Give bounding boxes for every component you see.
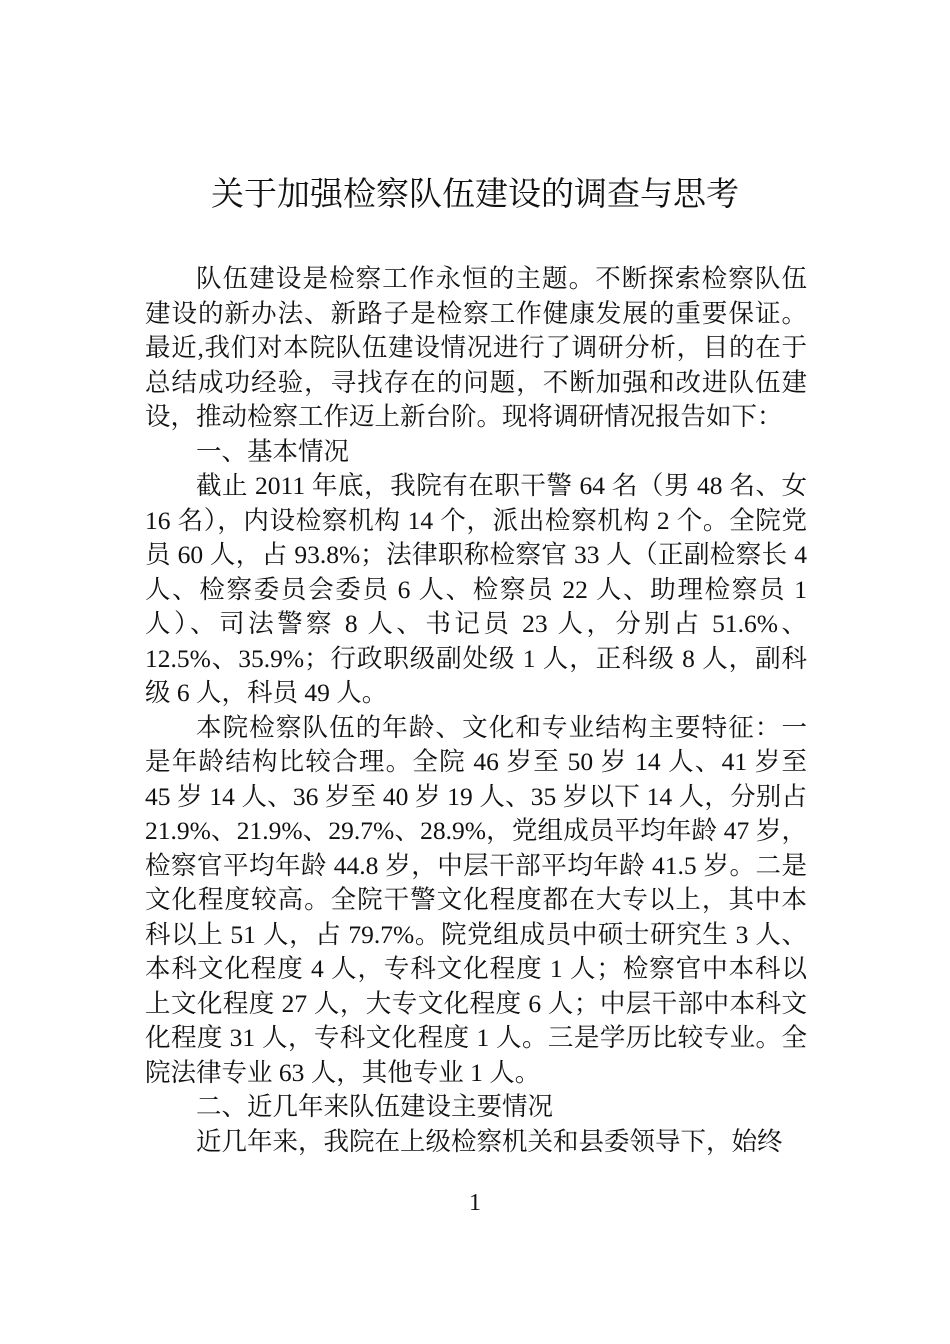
recent-work-paragraph: 近几年来，我院在上级检察机关和县委领导下，始终 [196,1126,783,1156]
section-heading-recent-work: 二、近几年来队伍建设主要情况 [196,1092,554,1121]
team-structure-paragraph: 本院检察队伍的年龄、文化和专业结构主要特征：一是年龄结构比较合理。全院 46 岁至 50 岁 14 人、41 岁至 45 岁 14 人、36 岁至 40 岁 19 人、35 岁以下 14 人，分别占 21.9%、21.9%、29.7%、28.9%，党组成员平均年龄 47 岁，检察官平均年龄 44.8 岁，中层干部平均年龄 41.5 岁。二是文化程度较高。全院干警文化程度都在大专以上，其中本科以上 51 人，占 79.7%。院党组成员中硕士研究生 3 人、本科文化程度 4 人，专科文化程度 1 人；检察官中本科以上文化程度 27 人，大专文化程度 6 人；中层干部中本科文化程度 31 人，专科文化程度 1 人。三是学历比较专业。全院法律专业 63 人，其他专业 1 人。 [145,712,807,1087]
staff-statistics-paragraph: 截止 2011 年底，我院有在职干警 64 名（男 48 名、女 16 名），内设检察机构 14 个，派出检察机构 2 个。全院党员 60 人，占 93.8%；法律职称检察官 33 人（正副检察长 4 人、检察委员会委员 6 人、检察员 22 人、助理检察员 1 人）、司法警察 8 人、书记员 23 人，分别占 51.6%、12.5%、35.9%；行政职级副处级 1 人，正科级 8 人，副科级 6 人，科员 49 人。 [145,471,807,707]
section-heading-basic-situation: 一、基本情况 [196,436,350,466]
intro-paragraph: 队伍建设是检察工作永恒的主题。不断探索检察队伍建设的新办法、新路子是检察工作健康发展的重要保证。最近,我们对本院队伍建设情况进行了调研分析，目的在于总结成功经验，寻找存在的问题，不断加强和改进队伍建设，推动检察工作迈上新台阶。现将调研情况报告如下： [145,264,807,431]
page-number: 1 [469,1190,481,1216]
document-body [145,262,807,1159]
document-title: 关于加强检察队伍建设的调查与思考 [211,174,739,213]
